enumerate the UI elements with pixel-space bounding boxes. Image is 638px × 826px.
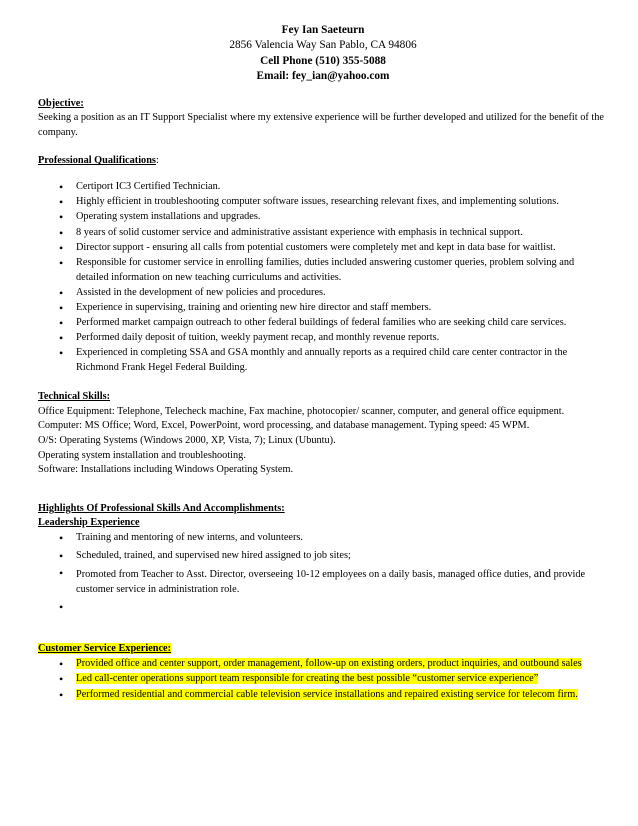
list-item: • Operating system installations and upgrades. (59, 210, 261, 225)
list-item: • Performed daily deposit of tuition, weekly payment recap, and monthly revenue reports. (59, 331, 440, 346)
bullet-icon: • (59, 180, 64, 194)
bullet-icon: • (59, 346, 64, 361)
list-item: • Promoted from Teacher to Asst. Director, overseeing 10-12 employees on a daily basis, managed office duties, and provide customer service in administration role. (59, 566, 586, 595)
candidate-name: Fey Ian Saeteurn (281, 24, 365, 36)
bullet-icon: • (59, 687, 64, 702)
list-item: • Highly efficient in troubleshooting computer software issues, researching relevant fixes, and implementing solutions. (59, 195, 559, 210)
bullet-icon: • (59, 656, 64, 671)
customer-service-section (38, 642, 608, 702)
list-item: • Assisted in the development of new policies and procedures. (59, 285, 326, 300)
customer-service-title: Customer Service Experience: (38, 642, 172, 654)
leadership-title: Leadership Experience (38, 517, 140, 529)
leadership-list (38, 531, 608, 615)
customer-service-heading (38, 642, 608, 657)
technical-line: Computer: MS Office; Word, Excel, PowerPoint, word processing, and database management. Typing speed: 45 WPM. (38, 420, 530, 432)
bullet-icon: • (59, 331, 64, 346)
bullet-icon: • (59, 225, 64, 240)
resume-header (38, 23, 608, 85)
bullet-icon: • (59, 195, 64, 210)
highlights-section (38, 502, 608, 615)
list-item: • Experience in supervising, training and orienting new hire director and staff members. (59, 300, 432, 315)
qualifications-title: Professional Qualifications (38, 155, 156, 167)
bullet-icon: • (59, 548, 64, 563)
list-item-empty (38, 600, 608, 615)
list-item: • Certiport IC3 Certified Technician. (59, 180, 221, 194)
bullet-icon: • (59, 240, 64, 255)
technical-line: Software: Installations including Windows Operating System. (38, 464, 294, 476)
bullet-icon: • (59, 255, 64, 270)
candidate-email: Email: fey_ian@yahoo.com (256, 70, 390, 83)
technical-skills-section (38, 390, 608, 478)
highlights-title: Highlights Of Professional Skills And Accomplishments: (38, 502, 285, 514)
qualifications-heading (38, 154, 608, 169)
list-item: • Performed residential and commercial cable television service installations and repaired existing service for telecom firm. (59, 687, 578, 702)
bullet-icon: • (59, 566, 64, 581)
objective-section (38, 97, 608, 141)
list-item: • 8 years of solid customer service and administrative assistant experience with emphasis in technical support. (59, 225, 523, 240)
and-word: and (533, 566, 552, 581)
technical-line: Office Equipment: Telephone, Telecheck machine, Fax machine, photocopier/ scanner, computer, and general office equipment. (38, 405, 565, 417)
list-item: • Led call-center operations support team responsible for creating the best possible “customer service experience” (59, 672, 539, 687)
qualifications-section (38, 154, 608, 375)
bullet-icon: • (59, 285, 64, 300)
bullet-icon: • (59, 531, 64, 545)
list-item: • Provided office and center support, order management, follow-up on existing orders, product inquiries, and outbound sales (59, 656, 582, 671)
customer-service-list (38, 657, 608, 703)
technical-line: Operating system installation and troubleshooting. (38, 449, 246, 461)
candidate-address: 2856 Valencia Way San Pablo, CA 94806 (229, 39, 417, 52)
bullet-icon: • (59, 300, 64, 315)
list-item: • Training and mentoring of new interns, and volunteers. (59, 531, 303, 545)
objective-title: Objective: (38, 97, 84, 109)
bullet-icon: • (59, 672, 64, 687)
list-item: • Scheduled, trained, and supervised new hired assigned to job sites; (59, 548, 351, 563)
bullet-icon: • (59, 600, 64, 615)
bullet-icon: • (59, 316, 64, 331)
bullet-icon: • (59, 210, 64, 225)
resume-page (38, 23, 608, 703)
list-item: • Experienced in completing SSA and GSA monthly and annually reports as a required child care center contractor in the Richmond Frank Hegel Federal Building. (59, 346, 568, 374)
technical-skills-title: Technical Skills: (38, 391, 111, 403)
candidate-phone: Cell Phone (510) 355-5088 (260, 54, 386, 67)
qualifications-colon: : (155, 155, 159, 167)
technical-line: O/S: Operating Systems (Windows 2000, XP, Vista, 7); Linux (Ubuntu). (38, 435, 336, 447)
list-item: • Responsible for customer service in enrolling families, duties included answering customer queries, problem solving and detailed information on new teaching curriculums and activities. (59, 255, 575, 283)
list-item: • Performed market campaign outreach to other federal buildings of federal families who are seeking child care services. (59, 316, 567, 331)
list-item: • Director support - ensuring all calls from potential customers were completely met and kept in data base for waitlist. (59, 240, 556, 255)
objective-text: Seeking a position as an IT Support Specialist where my extensive experience will be further developed and utilized for the benefit of the company. (38, 112, 604, 138)
qualifications-list (38, 180, 608, 376)
